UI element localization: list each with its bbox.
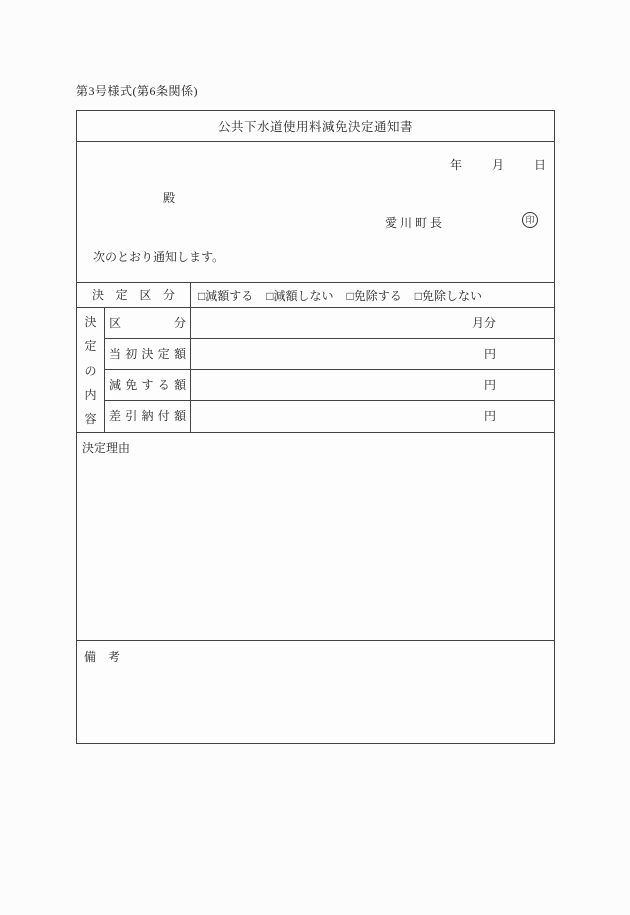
checkbox-option-exempt: □免除する <box>346 288 402 303</box>
decision-category-options <box>191 283 554 307</box>
day-label: 日 <box>533 158 546 172</box>
checkbox-option-reduce: □減額する <box>198 288 254 303</box>
form-number: 第3号様式(第6条関係) <box>76 84 198 98</box>
month-label: 月 <box>491 158 504 172</box>
detail-row-unit-initial-amount: 円 <box>191 339 554 370</box>
detail-row-unit-net-payment: 円 <box>483 409 496 423</box>
decision-details-vertical-label <box>77 308 105 432</box>
checkbox-option-no-exempt: □免除しない <box>414 288 482 303</box>
sender-line <box>385 214 445 231</box>
date-line <box>450 156 546 173</box>
vertical-label-char: 容 <box>84 412 97 426</box>
decision-details-table <box>77 308 554 433</box>
document-title: 公共下水道使用料減免決定通知書 <box>77 111 554 142</box>
addressee-suffix: 殿 <box>163 191 176 205</box>
vertical-label-char: の <box>84 363 97 378</box>
sender-name: 愛川町長 <box>385 216 446 230</box>
detail-row-label-net-payment: 差引納付額 <box>105 401 191 432</box>
remarks-label: 備 考 <box>84 650 121 664</box>
vertical-label-char: 決 <box>84 315 97 329</box>
vertical-label-char: 内 <box>84 387 97 402</box>
detail-row-label-exempt-amount: 減免する額 <box>105 370 191 401</box>
decision-category-row <box>77 282 554 308</box>
checkbox-option-no-reduce: □減額しない <box>266 288 334 303</box>
year-label: 年 <box>449 158 462 172</box>
detail-row-unit-kubun: 月分 <box>191 308 554 339</box>
detail-row-unit-exempt-amount: 円 <box>191 370 554 401</box>
seal-icon <box>522 212 538 228</box>
decision-reason-label: 決定理由 <box>82 441 131 455</box>
decision-category-label: 決定区分 <box>77 283 191 307</box>
detail-row-label-kubun: 区分 <box>105 308 191 339</box>
form-header-block <box>77 142 554 282</box>
remarks-section <box>77 641 554 743</box>
detail-row-label-initial-amount: 当初決定額 <box>105 339 191 370</box>
seal-text: 印 <box>525 214 535 225</box>
decision-reason-section <box>77 433 554 641</box>
notice-text: 次のとおり通知します。 <box>93 250 225 264</box>
notification-form-table <box>76 110 555 744</box>
vertical-label-char: 定 <box>84 339 97 354</box>
